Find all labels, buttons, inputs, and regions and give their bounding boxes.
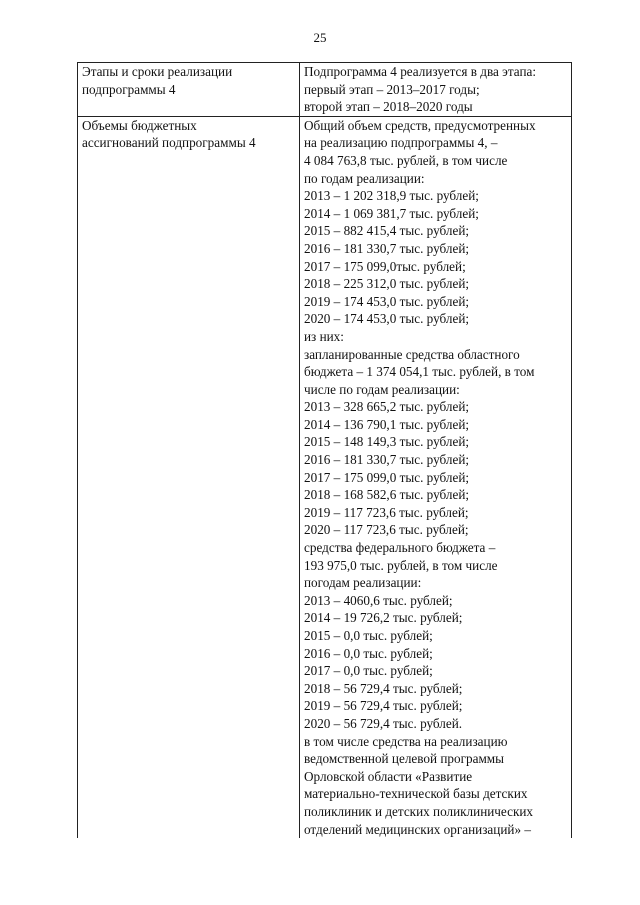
- stages-value-line: второй этап – 2018–2020 годы: [304, 99, 473, 115]
- budget-value-line: 2013 – 328 665,2 тыс. рублей;: [304, 399, 470, 415]
- budget-value-line: 2020 – 56 729,4 тыс. рублей.: [304, 715, 463, 731]
- budget-value-line: 2016 – 181 330,7 тыс. рублей;: [304, 240, 470, 256]
- budget-value-line: 2018 – 168 582,6 тыс. рублей;: [304, 487, 470, 503]
- budget-value-line: 2019 – 174 453,0 тыс. рублей;: [304, 293, 470, 309]
- budget-value-line: погодам реализации:: [304, 575, 422, 591]
- budget-value-line: из них:: [304, 328, 344, 344]
- passport-table: [77, 62, 572, 838]
- budget-value-line: на реализацию подпрограммы 4, –: [304, 135, 498, 151]
- budget-value-line: 2019 – 117 723,6 тыс. рублей;: [304, 504, 469, 520]
- budget-value-line: по годам реализации:: [304, 170, 425, 186]
- budget-value-line: 2013 – 1 202 318,9 тыс. рублей;: [304, 188, 479, 204]
- budget-value-line: 2020 – 174 453,0 тыс. рублей;: [304, 311, 470, 327]
- budget-value-line: Орловской области «Развитие: [304, 768, 473, 784]
- budget-value-line: 2015 – 148 149,3 тыс. рублей;: [304, 434, 470, 450]
- budget-value-line: 2015 – 0,0 тыс. рублей;: [304, 628, 433, 643]
- budget-label-line: Объемы бюджетных: [82, 117, 197, 133]
- budget-value-line: 2017 – 0,0 тыс. рублей;: [304, 663, 433, 679]
- budget-value-line: Общий объем средств, предусмотренных: [304, 117, 536, 133]
- page-number: 25: [313, 30, 327, 45]
- budget-value-line: 2018 – 56 729,4 тыс. рублей;: [304, 680, 463, 696]
- budget-value-line: 2014 – 1 069 381,7 тыс. рублей;: [304, 205, 479, 221]
- budget-value-line: 2013 – 4060,6 тыс. рублей;: [304, 592, 453, 608]
- stages-label-line: Этапы и сроки реализации: [82, 64, 233, 79]
- budget-value-line: 193 975,0 тыс. рублей, в том числе: [304, 557, 498, 573]
- stages-label-cell: [78, 63, 300, 117]
- stages-value-cell: [300, 63, 572, 117]
- budget-value-line: 2017 – 175 099,0 тыс. рублей;: [304, 469, 470, 485]
- budget-value-line: в том числе средства на реализацию: [304, 733, 508, 749]
- budget-value-line: 2016 – 0,0 тыс. рублей;: [304, 645, 433, 661]
- budget-value-line: 2015 – 882 415,4 тыс. рублей;: [304, 223, 470, 239]
- budget-value-line: 2020 – 117 723,6 тыс. рублей;: [304, 522, 469, 538]
- budget-value-line: числе по годам реализации:: [304, 381, 460, 397]
- budget-value-line: поликлиник и детских поликлинических: [304, 803, 534, 819]
- budget-value-line: 2017 – 175 099,0тыс. рублей;: [304, 258, 466, 274]
- budget-value-line: ведомственной целевой программы: [304, 751, 504, 767]
- budget-value-line: 2018 – 225 312,0 тыс. рублей;: [304, 276, 470, 292]
- budget-value-line: материально-технической базы детских: [304, 786, 528, 802]
- table-row-budget: [78, 116, 572, 838]
- budget-value-line: 2016 – 181 330,7 тыс. рублей;: [304, 452, 470, 468]
- budget-value-line: 4 084 763,8 тыс. рублей, в том числе: [304, 152, 508, 168]
- budget-value-line: бюджета – 1 374 054,1 тыс. рублей, в том: [304, 364, 535, 380]
- table-row-stages: [78, 63, 572, 117]
- budget-value-line: 2014 – 136 790,1 тыс. рублей;: [304, 416, 470, 432]
- stages-label-line: подпрограммы 4: [82, 81, 176, 97]
- budget-value-line: 2014 – 19 726,2 тыс. рублей;: [304, 610, 463, 626]
- stages-value-line: первый этап – 2013–2017 годы;: [304, 81, 480, 97]
- budget-label-cell: [78, 116, 300, 838]
- budget-value-line: отделений медицинских организаций» –: [304, 821, 531, 837]
- budget-label-line: ассигнований подпрограммы 4: [82, 135, 256, 151]
- budget-value-line: средства федерального бюджета –: [304, 540, 496, 556]
- budget-value-line: запланированные средства областного: [304, 346, 520, 362]
- budget-value-cell: [300, 116, 572, 838]
- budget-value-line: 2019 – 56 729,4 тыс. рублей;: [304, 698, 463, 714]
- stages-value-line: Подпрограмма 4 реализуется в два этапа:: [304, 64, 537, 79]
